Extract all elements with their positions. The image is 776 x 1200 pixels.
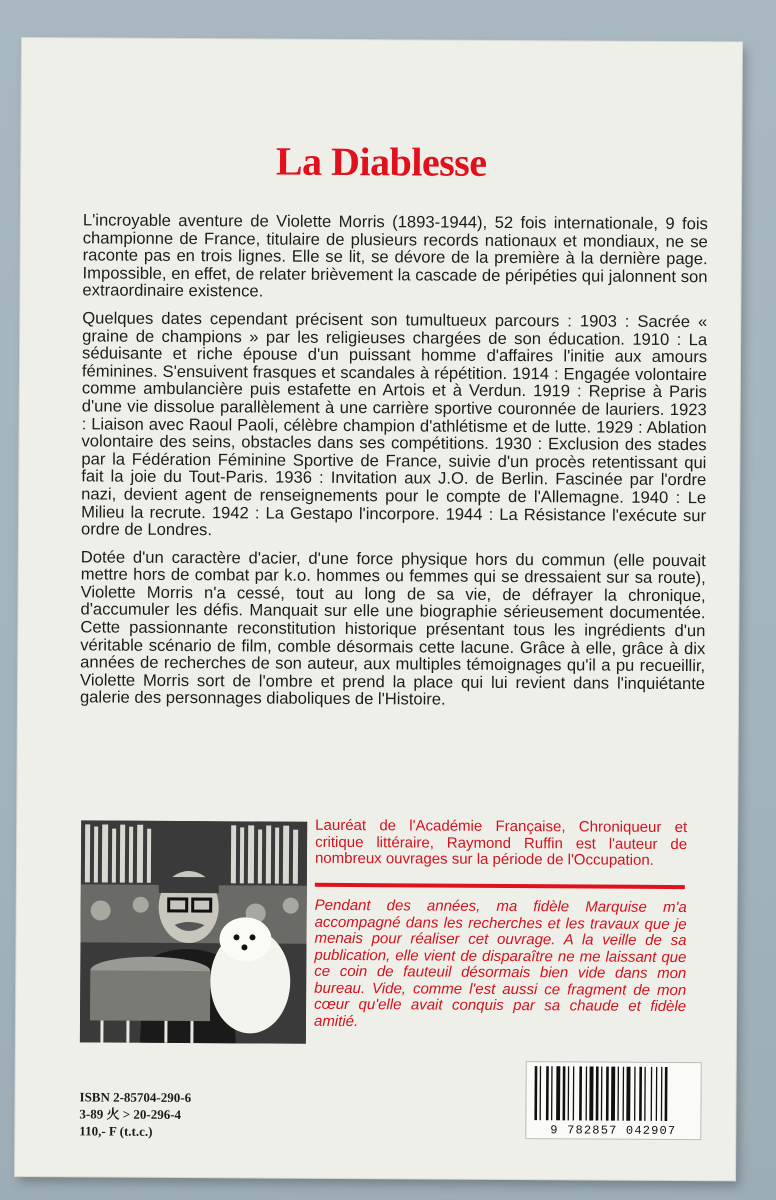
isbn-line: ISBN 2-85704-290-6 <box>79 1089 192 1106</box>
barcode-bar <box>539 1066 541 1120</box>
barcode-bar <box>596 1067 599 1121</box>
barcode-bar <box>551 1066 553 1120</box>
barcode-bar <box>606 1067 609 1121</box>
barcode-bar <box>656 1067 658 1121</box>
barcode-number: 9 782857 042907 <box>550 1123 677 1139</box>
barcode-bar <box>639 1067 642 1121</box>
red-divider <box>315 883 685 889</box>
price-line: 110,- F (t.t.c.) <box>79 1123 153 1139</box>
barcode-bar <box>579 1066 582 1120</box>
barcode-bar <box>622 1067 624 1121</box>
author-quote: Pendant des années, ma fidèle Marquise m'a accompagné dans les recherches et les travaux que je menais pour réaliser cet ouvrage. A la veille de sa publication, elle vient de disparaître ne me laissant que ce coin de fauteuil désormais bien vide dans mon bureau. Vide, comme l'est aussi ce fragment de mon cœur qu'elle avait conquis par sa chaude et fidèle amitié. <box>313 896 687 1030</box>
book-back-cover <box>15 38 742 1180</box>
barcode-bar <box>651 1067 653 1121</box>
barcode-bar <box>661 1067 663 1121</box>
blurb-paragraph-1: L'incroyable aventure de Violette Morris (1893-1944), 52 fois internationale, 9 fois championne de France, titulaire de plusieurs records nationaux et mondiaux, ne se raconte pas en trois lignes. Elle se lit, se dévore de la première à la dernière page. Impossible, en effet, de relater brièvement la cascade de péripéties qui jalonnent son extraordinaire existence. <box>82 210 708 301</box>
barcode-bar <box>601 1067 603 1121</box>
author-bio: Lauréat de l'Académie Française, Chroniqueur et critique littéraire, Raymond Ruffin est l'auteur de nombreux ouvrages sur la période de l'Occupation. <box>314 816 688 869</box>
author-photo <box>80 820 307 1043</box>
blurb <box>80 211 708 720</box>
barcode-bar <box>626 1067 630 1121</box>
barcode-bar <box>556 1066 560 1120</box>
barcode-bar <box>573 1066 575 1120</box>
barcode-bar <box>534 1066 537 1120</box>
blurb-paragraph-2: Quelques dates cependant précisent son tumultueux parcours : 1903 : Sacrée « graine de champions » par les religieuses chargées de son éducation. 1910 : La séduisante et riche épouse d'un puissant homme d'affaires l'initie aux amours féminines. S'ensuivent frasques et scandales à répétition. 1914 : Engagée volontaire comme ambulancière puis estafette en Artois et à Verdun. 1919 : Reprise à Paris d'une vie dissolue parallèlement à une carrière sportive couronnée de lauriers. 1923 : Liaison avec Raoul Paoli, célèbre champion d'athlétisme et de lutte. 1929 : Ablation volontaire des seins, obstacles dans ses compétitions. 1930 : Exclusion des stades par la Fédération Féminine Sportive de France, suivie d'un procès retentissant qui fait la joie du Tout-Paris. 1936 : Invitation aux J.O. de Berlin. Fascinée par l'ordre nazi, devient agent de renseignements pour le compte de l'Allemagne. 1940 : Le Milieu la recrute. 1942 : La Gestapo l'incorpore. 1944 : La Résistance l'exécute sur ordre de Londres. <box>80 308 708 540</box>
barcode-bar <box>644 1067 646 1121</box>
barcode-bars-icon <box>526 1062 700 1125</box>
barcode-bar <box>611 1067 615 1121</box>
barcode-bar <box>634 1067 636 1121</box>
catalog-line: 3-89 火 > 20-296-4 <box>79 1106 182 1122</box>
barcode-bar <box>562 1066 565 1120</box>
barcode-bar <box>585 1066 587 1120</box>
barcode-bar <box>665 1067 668 1121</box>
barcode-bar <box>568 1066 570 1120</box>
isbn-block <box>79 1088 191 1140</box>
barcode-bar <box>617 1067 619 1121</box>
blurb-paragraph-3: Dotée d'un caractère d'acier, d'une force physique hors du commun (elle pouvait mettre hors de combat par k.o. hommes ou femmes qui se dressaient sur sa route), Violette Morris n'a cessé, tout au long de sa vie, de défrayer la chronique, d'accumuler les défis. Manquait sur elle une biographie sérieusement documentée. Cette passionnante reconstitution historique présentant tous les ingrédients d'un véritable scénario de film, comble désormais cette lacune. Grâce à elle, grâce à dix années de recherches de son auteur, aux multiples témoignages qu'il a pu recueillir, Violette Morris sort de l'ombre et prend la place qui lui revient dans l'inquiétante galerie des personnages diaboliques de l'Histoire. <box>79 547 706 710</box>
book-title: La Diablesse <box>275 138 487 185</box>
barcode-bar <box>589 1066 593 1120</box>
barcode <box>525 1061 701 1140</box>
barcode-bar <box>546 1066 549 1120</box>
